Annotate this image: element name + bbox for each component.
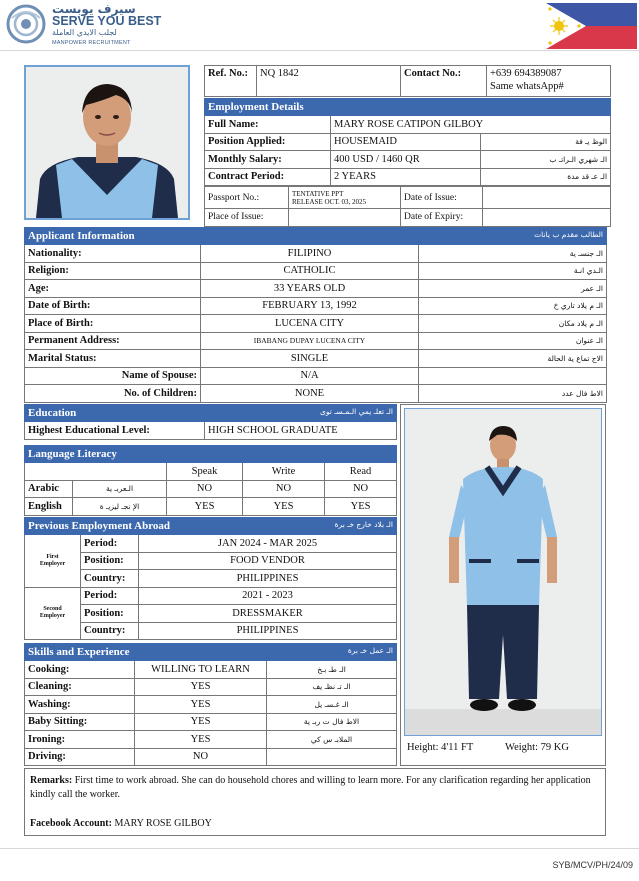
applicant-information-table xyxy=(24,227,607,403)
applicant-information-title-arabic: الطالب مقدم ب يانات xyxy=(534,230,603,239)
permanent-address-label: Permanent Address: xyxy=(25,332,201,350)
full-body-photo xyxy=(404,408,602,736)
no-of-children-value: NONE xyxy=(201,385,419,403)
language-speak-header: Speak xyxy=(167,463,243,481)
cooking-label: Cooking: xyxy=(25,661,135,679)
name-of-spouse-label: Name of Spouse: xyxy=(25,367,201,385)
first-period-value: JAN 2024 - MAR 2025 xyxy=(139,535,397,553)
religion-label: Religion: xyxy=(25,262,201,280)
driving-label: Driving: xyxy=(25,748,135,766)
language-write-header: Write xyxy=(243,463,325,481)
english-label: English xyxy=(25,498,73,516)
monthly-salary-arabic: الـ شهري الـراتـ ب xyxy=(481,151,611,169)
full-name-label: Full Name: xyxy=(205,116,331,134)
arabic-read-value: NO xyxy=(325,480,397,498)
education-table xyxy=(24,404,397,440)
language-header-blank xyxy=(25,463,167,481)
philippines-flag-icon xyxy=(546,3,637,49)
position-applied-label: Position Applied: xyxy=(205,133,331,151)
english-speak-value: YES xyxy=(167,498,243,516)
religion-value: CATHOLIC xyxy=(201,262,419,280)
nationality-value: FILIPINO xyxy=(201,245,419,263)
monthly-salary-label: Monthly Salary: xyxy=(205,151,331,169)
portrait-illustration xyxy=(26,67,188,218)
logo-arabic-name: سيرف يوبست xyxy=(52,2,136,16)
second-position-value: DRESSMAKER xyxy=(139,605,397,623)
baby-sitting-label: Baby Sitting: xyxy=(25,713,135,731)
marital-status-arabic: الاج تماع ية الحالة xyxy=(419,350,607,368)
passport-value xyxy=(289,187,401,209)
first-employer-label-line1: First xyxy=(46,553,59,560)
reference-table xyxy=(204,65,611,97)
position-applied-value: HOUSEMAID xyxy=(331,133,481,151)
education-level-value: HIGH SCHOOL GRADUATE xyxy=(205,422,397,440)
language-read-header: Read xyxy=(325,463,397,481)
weight-value: Weight: 79 KG xyxy=(505,742,569,753)
no-of-children-label: No. of Children: xyxy=(25,385,201,403)
driving-arabic xyxy=(267,748,397,766)
document-code: SYB/MCV/PH/24/09 xyxy=(552,860,633,870)
cleaning-label: Cleaning: xyxy=(25,678,135,696)
second-position-label: Position: xyxy=(81,605,139,623)
english-label-arabic: الإ نجـ ليزيـ ة xyxy=(73,498,167,516)
employment-details-header: Employment Details xyxy=(205,99,611,116)
remarks-text: First time to work abroad. She can do household chores and willing to learn more. For any clarification regarding her application kindly call the worker. xyxy=(30,775,591,800)
place-of-birth-value: LUCENA CITY xyxy=(201,315,419,333)
date-of-birth-arabic: الـ م يلاد تاري خ xyxy=(419,297,607,315)
place-of-birth-label: Place of Birth: xyxy=(25,315,201,333)
footer-divider xyxy=(0,848,639,849)
employment-details-table xyxy=(204,98,611,186)
passport-value-line1: TENTATIVE PPT xyxy=(292,189,344,198)
arabic-speak-value: NO xyxy=(167,480,243,498)
marital-status-value: SINGLE xyxy=(201,350,419,368)
education-title-arabic: الـ تعلـ يمي الـمـسـ توى xyxy=(320,407,393,416)
ironing-value: YES xyxy=(135,731,267,749)
place-of-birth-arabic: الـ م يلاد مكان xyxy=(419,315,607,333)
facebook-line xyxy=(30,817,212,831)
issue-date-value xyxy=(483,187,611,209)
remarks-box xyxy=(24,768,606,836)
skills-title: Skills and Experience xyxy=(28,646,130,658)
language-literacy-header: Language Literacy xyxy=(25,446,397,463)
cleaning-value: YES xyxy=(135,678,267,696)
cleaning-arabic: الـ تـ نظـ يف xyxy=(267,678,397,696)
monthly-salary-value: 400 USD / 1460 QR xyxy=(331,151,481,169)
education-title: Education xyxy=(28,407,77,419)
cooking-arabic: الـ طـ بـخ xyxy=(267,661,397,679)
contract-period-arabic: الـ عـ قد مدة xyxy=(481,168,611,186)
baby-sitting-value: YES xyxy=(135,713,267,731)
skills-table xyxy=(24,643,397,766)
washing-label: Washing: xyxy=(25,696,135,714)
facebook-value: MARY ROSE GILBOY xyxy=(114,818,212,829)
first-period-label: Period: xyxy=(81,535,139,553)
issue-date-label: Date of Issue: xyxy=(401,187,483,209)
remarks-paragraph xyxy=(30,774,600,802)
previous-employment-title: Previous Employment Abroad xyxy=(28,520,170,532)
passport-table xyxy=(204,186,611,227)
height-value: Height: 4'11 FT xyxy=(407,742,474,753)
passport-label: Passport No.: xyxy=(205,187,289,209)
english-write-value: YES xyxy=(243,498,325,516)
contract-period-value: 2 YEARS xyxy=(331,168,481,186)
contact-value: +639 694389087 xyxy=(490,68,562,79)
arabic-label-arabic: الـعربـ ية xyxy=(73,480,167,498)
applicant-portrait-photo xyxy=(24,65,190,220)
facebook-label: Facebook Account: xyxy=(30,818,112,829)
full-body-photo-frame xyxy=(400,404,606,766)
full-name-value: MARY ROSE CATIPON GILBOY xyxy=(331,116,611,134)
applicant-information-title: Applicant Information xyxy=(28,230,135,242)
ironing-arabic: الملابـ س كي xyxy=(267,731,397,749)
education-level-label: Highest Educational Level: xyxy=(25,422,205,440)
no-of-children-arabic: الاط فال عدد xyxy=(419,385,607,403)
first-country-value: PHILIPPINES xyxy=(139,570,397,588)
name-of-spouse-arabic xyxy=(419,367,607,385)
logo-arabic-subtitle: لجلب الايدي العاملة xyxy=(52,28,117,37)
cooking-value: WILLING TO LEARN xyxy=(135,661,267,679)
baby-sitting-arabic: الاط فال ت ربـ ية xyxy=(267,713,397,731)
nationality-label: Nationality: xyxy=(25,245,201,263)
second-country-label: Country: xyxy=(81,622,139,640)
previous-employment-title-arabic: الـ بلاد خارج خـ برة xyxy=(334,520,394,529)
skills-title-arabic: الـ عمل خـ برة xyxy=(347,646,394,655)
second-country-value: PHILIPPINES xyxy=(139,622,397,640)
applicant-information-header xyxy=(25,228,607,245)
contact-note: Same whatsApp# xyxy=(490,81,564,92)
second-period-label: Period: xyxy=(81,587,139,605)
nationality-arabic: الـ جنسـ ية xyxy=(419,245,607,263)
education-header xyxy=(25,405,397,422)
age-value: 33 YEARS OLD xyxy=(201,280,419,298)
skills-header xyxy=(25,644,397,661)
date-of-birth-value: FEBRUARY 13, 1992 xyxy=(201,297,419,315)
company-logo-icon xyxy=(6,4,46,44)
ref-value: NQ 1842 xyxy=(257,66,401,97)
previous-employment-table xyxy=(24,517,397,640)
arabic-write-value: NO xyxy=(243,480,325,498)
second-employer-label-line1: Second xyxy=(43,606,62,613)
permanent-address-arabic: الـ عنوان xyxy=(419,332,607,350)
marital-status-label: Marital Status: xyxy=(25,350,201,368)
passport-value-line2: RELEASE OCT. 03, 2025 xyxy=(292,197,366,206)
contact-cell xyxy=(487,66,611,97)
full-body-illustration xyxy=(405,409,601,735)
first-employer-label-line2: Employer xyxy=(39,560,66,567)
first-position-label: Position: xyxy=(81,552,139,570)
permanent-address-value: IBABANG DUPAY LUCENA CITY xyxy=(201,332,419,350)
washing-arabic: الـ غـسـ يل xyxy=(267,696,397,714)
previous-employment-header xyxy=(25,518,397,535)
second-period-value: 2021 - 2023 xyxy=(139,587,397,605)
second-employer-label-line2: Employer xyxy=(39,613,66,620)
english-read-value: YES xyxy=(325,498,397,516)
language-literacy-table xyxy=(24,445,397,516)
driving-value: NO xyxy=(135,748,267,766)
contract-period-label: Contract Period: xyxy=(205,168,331,186)
header-divider xyxy=(0,50,639,51)
age-label: Age: xyxy=(25,280,201,298)
first-position-value: FOOD VENDOR xyxy=(139,552,397,570)
name-of-spouse-value: N/A xyxy=(201,367,419,385)
issue-place-label: Place of Issue: xyxy=(205,209,289,227)
contact-label: Contact No.: xyxy=(401,66,487,97)
first-employer-label xyxy=(25,535,81,588)
ironing-label: Ironing: xyxy=(25,731,135,749)
expiry-date-value xyxy=(483,209,611,227)
logo-subtitle: MANPOWER RECRUITMENT xyxy=(52,40,131,46)
ref-label: Ref. No.: xyxy=(205,66,257,97)
religion-arabic: الـدي انـة xyxy=(419,262,607,280)
washing-value: YES xyxy=(135,696,267,714)
expiry-date-label: Date of Expiry: xyxy=(401,209,483,227)
logo-name: SERVE YOU BEST xyxy=(52,14,162,28)
position-applied-arabic: الوظ يـ فة xyxy=(481,133,611,151)
age-arabic: الـ عمر xyxy=(419,280,607,298)
remarks-label: Remarks: xyxy=(30,775,73,786)
issue-place-value xyxy=(289,209,401,227)
date-of-birth-label: Date of Birth: xyxy=(25,297,201,315)
first-country-label: Country: xyxy=(81,570,139,588)
arabic-label: Arabic xyxy=(25,480,73,498)
second-employer-label xyxy=(25,587,81,640)
